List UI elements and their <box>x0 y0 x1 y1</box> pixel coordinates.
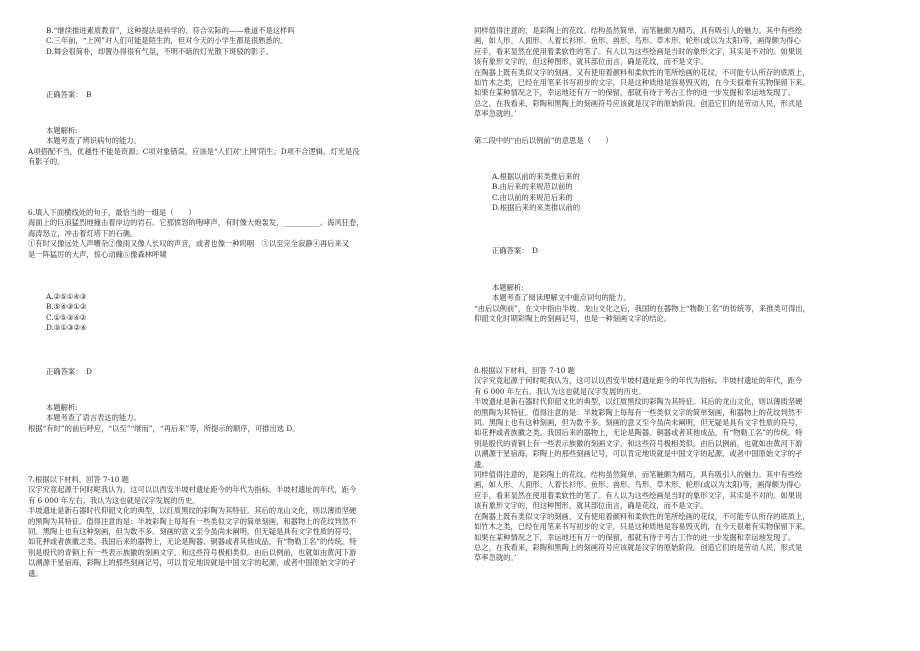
passage-line: 同。黑陶上也有这种刻画，但为数不多。刻画的意义至今虽尚未阐明，但无疑是具有文字性质的符号， <box>474 418 803 428</box>
stem-line: 是一阵猛厉的大声，惊心动魄⑤像森林呼啸 <box>28 249 167 259</box>
passage-line: 如竹木之类，已经在用笔来书写初步的文字，只是这种质地是容易毁灭的，在今天很难有实物保留下来。 <box>474 522 810 532</box>
question-answer: 正确答案： D <box>492 246 538 255</box>
passage-line: 如果在某种情况之下，幸运地还有万一的保留，那就有待于考古工作的进一步发掘和幸运地发现了。 <box>474 88 796 98</box>
option-d: D.根据后来的来类推以前的 <box>492 203 581 213</box>
question-title: 6.填入下面横线处的句子，最恰当的一组是（ ） <box>28 208 196 217</box>
passage-line: 以溯源于星宿海，彩陶上的那些刻画记号，可以肯定地说就是中国文字的起源，或者中国原始文字的孑 <box>474 449 803 459</box>
passage-line: 有 6 000 年左右。我认为这也就是汉字发展的历史。 <box>28 495 200 505</box>
passage-line: 有 6 000 年左右。我认为这也就是汉字发展的历史。 <box>474 386 646 396</box>
analysis-line: “由后以例前”，在文中指由半坡、龙山文化之后，我国的在器物上“物勒工名”的传统等，来推类可得出， <box>474 303 810 313</box>
passage-line: 别是殷代的青铜上有一些表示族徽的刻画文字，和这些符号极相类似。由后以例前，也就如由黄河下游 <box>474 438 803 448</box>
passage-line: 草率急就的。’ <box>474 553 517 563</box>
option-c: C.由以前的来规范后来的 <box>492 192 573 202</box>
option-line: B.“继续推进素质教育”，这种提法是科学的、符合实际的——难道不是这样吗 <box>46 26 295 35</box>
question-title: 8.根据以下材料，回答 7-10 题 <box>474 366 575 375</box>
passage-line: 如花押或者族徽之类。我国后来的器物上，无论是陶器、铜器或者其他成品，有“物勒工名”的传统。特 <box>474 428 803 438</box>
q5-options-tail <box>28 26 471 57</box>
passage-line: 别是殷代的青铜上有一些表示族徽的刻画文字，和这些符号极相类似。由后以例前，也就如由黄河下游 <box>28 547 357 557</box>
option-b: B.⑤④③①② <box>46 302 87 312</box>
q6-stem <box>28 208 453 260</box>
passage-line: 遗。 <box>474 459 489 469</box>
passage-continued <box>474 26 899 120</box>
option-b: B.由后来的来规范以前的 <box>492 182 573 192</box>
passage-line: 同样值得注意的，是彩陶上的花纹。结构虽然简单，而笔触颇为精巧，具有吸引人的魅力。其中有些绘 <box>474 26 803 35</box>
passage-line: 同。黑陶上也有这种刻画，但为数不多。刻画的意义至今虽尚未阐明，但无疑是具有文字性质的符号， <box>28 527 357 537</box>
passage-line: 该有象形文字的，但这种图形，就其部位而言，确是花纹，而不是文字。 <box>474 57 708 67</box>
q8-passage <box>474 366 899 564</box>
passage-line: 在陶器上既有类似文字的刻画，又有使用着颜料和柔软性的笔所绘画的花纹，不可能专认所存的底质上， <box>474 511 810 521</box>
analysis-line: A项搭配不当，优越性不能是资源；C项对象错误，应该是“人们对‘上网’陌生；D项不合逻辑，灯光是没 <box>28 146 360 156</box>
passage-line: 以溯源于星宿海，彩陶上的那些刻画记号，可以肯定地说就是中国文字的起源，或者中国原始文字的孑 <box>28 558 357 568</box>
q6-analysis <box>28 403 453 434</box>
q6-options <box>28 292 471 334</box>
passage-line: 如果在某种情况之下，幸运地还有万一的保留，那就有待于考古工作的进一步发掘和幸运地发现了。 <box>474 532 796 542</box>
passage-line: 的黑陶为其特征。值得注意的是：半坡彩陶上每每有一些类似文字的简单刻画，和器物上的花纹判然不 <box>474 407 803 417</box>
passage-line: 同样值得注意的，是彩陶上的花纹。结构虽然简单，而笔触颇为精巧，具有吸引人的魅力。其中有些绘 <box>474 470 803 480</box>
passage-line: 如花押或者族徽之类。我国后来的器物上，无论是陶器、铜器或者其他成品，有“物勒工名”的传统。特 <box>28 537 357 547</box>
option-d: D.⑤①③②④ <box>46 323 87 333</box>
passage-line: 草率急就的。’ <box>474 109 517 119</box>
passage-line: 在陶器上既有类似文字的刻画，又有使用着颜料和柔软性的笔所绘画的花纹，不可能专认所存的底质上， <box>474 67 810 77</box>
passage-line: 如竹木之类，已经在用笔来书写初步的文字，只是这种质地是容易毁灭的，在今天很难有实物保留下来。 <box>474 78 810 88</box>
q6-answer: 正确答案： D <box>46 367 92 376</box>
analysis-line: 本题考查了辨识病句的能力。 <box>46 136 141 146</box>
stem-line: 海面上的巨浪猛烈地撞击着岸边的岩石。它那愤怒的咆哮声，有时像大炮轰发，__________。海风狂卷， <box>28 218 364 228</box>
analysis-line: 本题考查了语言表达的能力。 <box>46 413 141 423</box>
option-line: C.三年前，“上网”对人们可能是陌生的，但对今天的小学生都是很熟悉的。 <box>46 36 288 46</box>
analysis-title: 本题解析: <box>46 126 78 135</box>
question-analysis <box>474 283 899 325</box>
passage-line: 半坡遗址是新石器时代仰韶文化的典型，以红质黑纹的彩陶为其特征。其后的龙山文化，则以薄质坚硬 <box>474 397 803 407</box>
option-c: C.①⑤③④② <box>46 312 87 322</box>
passage-line: 的黑陶为其特征。值得注意的是：半坡彩陶上每每有一些类似文字的简单刻画，和器物上的花纹判然不 <box>28 516 357 526</box>
question-stem: 第二段中的“由后以例前”的意思是（ ） <box>474 136 613 145</box>
passage-line: 画，如人形、人面形、人着长衫形、鱼形、兽形、鸟形、草木形、轮形(或以为太阳)等，画得颇为得心 <box>474 480 801 490</box>
passage-line: 应手，看来显然在使用着柔软性的笔了。有人以为这些绘画是当时的象形文字，其实是不对的。如果说 <box>474 46 803 56</box>
option-a: A.②⑤①④③ <box>46 292 87 301</box>
analysis-title: 本题解析: <box>492 283 524 292</box>
passage-line: 汉字究竟起源于何时呢我认为，这可以以西安半坡村遗址距今的年代为指标。半坡村遗址的年代，距今 <box>474 376 803 386</box>
passage-line: 总之，在我看来，彩陶和黑陶上的刻画符号应该就是汉字的原始阶段。创造它们的是劳动人民，形式是 <box>474 542 803 552</box>
analysis-title: 本题解析: <box>46 403 78 412</box>
passage-line: 画，如人形、人面形、人着长衫形、鱼形、兽形、鸟形、草木形、轮形(或以为太阳)等，画得颇为得心 <box>474 36 801 46</box>
passage-line: 该有象形文字的，但这种图形，就其部位而言，确是花纹，而不是文字。 <box>474 501 708 511</box>
option-a: A.根据以前的来类推后来的 <box>492 172 580 181</box>
passage-line: 遗。 <box>28 568 43 578</box>
q5-analysis <box>28 126 453 168</box>
analysis-line: 仰韶文化时期彩陶上的刻画记号，也是一种刻画文字的结论。 <box>474 314 672 324</box>
q5-answer: 正确答案： B <box>46 90 92 99</box>
q7-passage <box>28 475 453 579</box>
analysis-line: 有影子的。 <box>28 157 65 167</box>
passage-line: 应手，看来显然在使用着柔软性的笔了。有人以为这些绘画是当时的象形文字，其实是不对的。如果说 <box>474 490 803 500</box>
passage-line: 总之，在我看来，彩陶和黑陶上的刻画符号应该就是汉字的原始阶段。创造它们的是劳动人民，形式是 <box>474 98 803 108</box>
analysis-line: 本题考查了阅读理解文中重点词句的能力。 <box>492 293 631 303</box>
passage-line: 汉字究竟起源于何时呢我认为，这可以以西安半坡村遗址距今的年代为指标。半坡村遗址的年代，距今 <box>28 485 357 495</box>
analysis-line: 根据“有时”的前后呼应，“以至”“继而”，“再后来”等，所提示的顺序，可推出选 D。 <box>28 423 300 433</box>
option-line: D.舞会很简朴，却置办得很有气氛，不明不暗的灯光散下斑驳的影子。 <box>46 46 273 56</box>
passage-line: 半坡遗址是新石器时代仰韶文化的典型，以红质黑纹的彩陶为其特征。其后的龙山文化，则以薄质坚硬 <box>28 506 357 516</box>
stem-line: 海涛怒立，冲击着灯塔下的石礁。 <box>28 228 138 238</box>
stem-line: ①有时又像远处人声嘈杂②像雨又像人长叹的声音，或者也像一种呜咽 ③以至完全寂静④再后来又 <box>28 239 350 249</box>
question-title: 7.根据以下材料，回答 7-10 题 <box>28 475 129 484</box>
question-options <box>474 172 917 214</box>
